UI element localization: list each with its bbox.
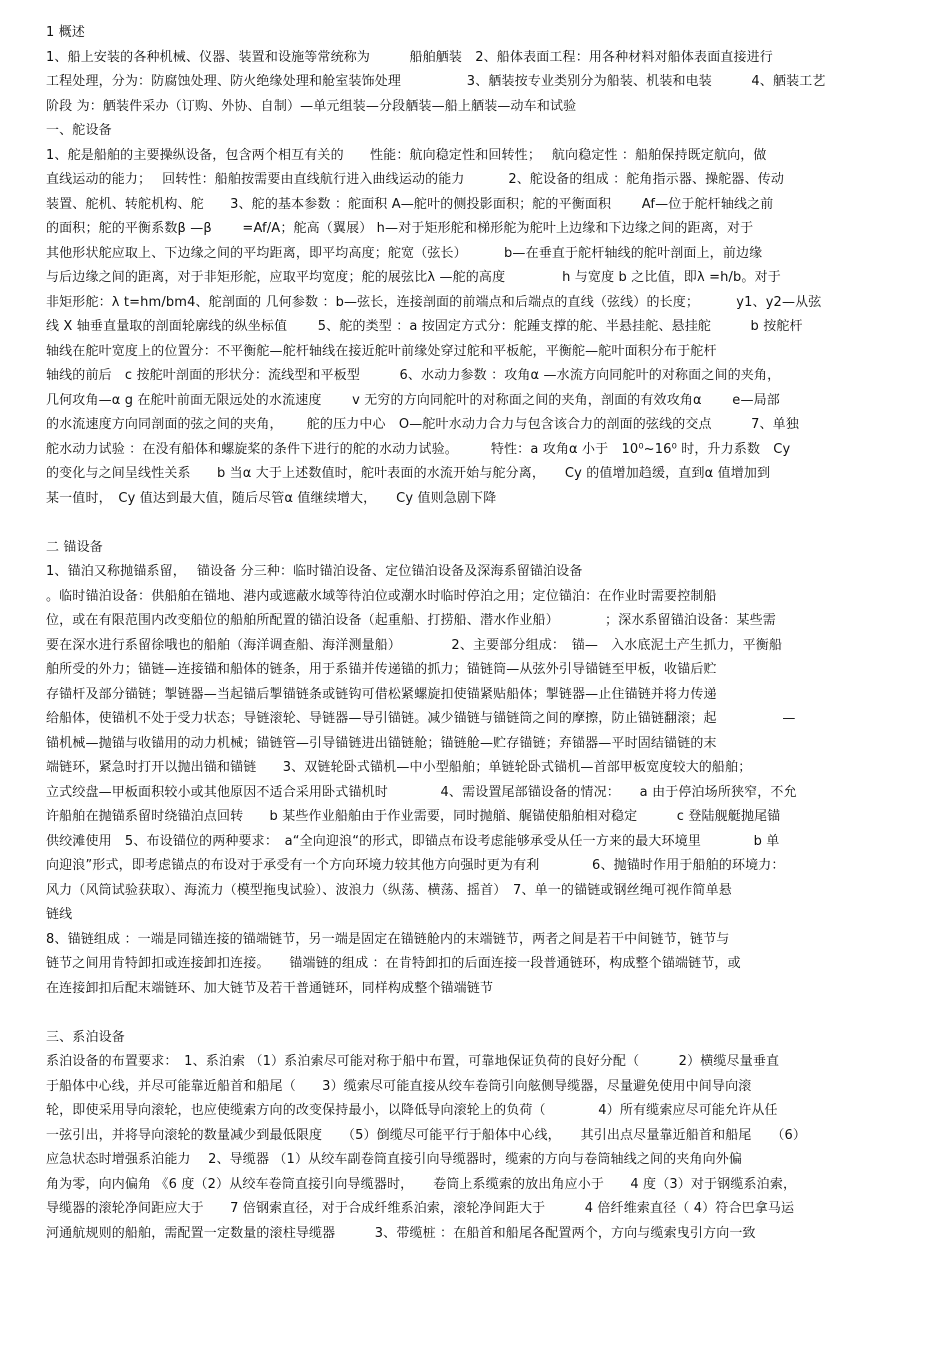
paragraph-line: 的面积；舵的平衡系数β —β =Af/A；舵高（翼展） h—对于矩形舵和梯形舵为舵叶上边缘和下边缘之间的距离，对于 (46, 221, 754, 236)
paragraph-line: 导缆器的滚轮净间距应大于 7 倍钢索直径，对于合成纤维系泊索，滚轮净间距大于 4 倍纤维索直径（ 4）符合巴拿马运 (46, 1201, 795, 1216)
paragraph-line: 1、锚泊又称抛锚系留， 锚设备 分三种：临时锚泊设备、定位锚泊设备及深海系留锚泊设备 (46, 564, 583, 579)
paragraph-line: 与后边缘之间的距离，对于非矩形舵，应取平均宽度；舵的展弦比λ —舵的高度 h 与宽度 b 之比值，即λ =h/b。对于 (46, 270, 781, 285)
section-heading: 二 锚设备 (46, 539, 103, 555)
paragraph-line: 8、锚链组成 ：一端是同锚连接的锚端链节，另一端是固定在锚链舱内的末端链节，两者之间是若干中间链节，链节与 (46, 931, 730, 947)
paragraph-line: 的变化与之间呈线性关系 b 当α 大于上述数值时，舵叶表面的水流开始与舵分离， Cy 的值增加趋缓，直到α 值增加到 (46, 466, 771, 481)
paragraph-line: 立式绞盘—甲板面积较小或其他原因不适合采用卧式锚机时 4、需设置尾部锚设备的情况： a 由于停泊场所狭窄，不允 (46, 784, 797, 800)
section-heading: 1 概述 (46, 25, 86, 40)
paragraph-line: 舶所受的外力；锚链—连接锚和船体的链条，用于系锚并传递锚的抓力；锚链筒—从弦外引导锚链至甲板，收锚后贮 (46, 662, 717, 677)
paragraph-line: 链线 (46, 907, 73, 922)
paragraph-line: 装置、舵机、转舵机构、舵 3、舵的基本参数 ：舵面积 A—舵叶的侧投影面积；舵的平衡面积 Af—位于舵杆轴线之前 (46, 196, 774, 212)
section-spacer (46, 1001, 910, 1026)
section-heading: 三、系泊设备 (46, 1029, 125, 1045)
paragraph-line: 轴线的前后 c 按舵叶剖面的形状分：流线型和平板型 6、水动力参数 ：攻角α —水流方向同舵叶的对称面之间的夹角， (46, 368, 781, 383)
paragraph-line: 在连接卸扣后配末端链环、加大链节及若干普通链环，同样构成整个锚端链节 (46, 980, 494, 996)
paragraph-line: 风力（风筒试验获取）、海流力（模型拖曳试验）、波浪力（纵荡、横荡、摇首） 7、单一的锚链或钢丝绳可视作简单悬 (46, 882, 732, 898)
paragraph-line: 阶段 为：舾装件采办（订购、外协、自制）—单元组装—分段舾装—船上舾装—动车和试验 (46, 98, 577, 114)
paragraph-line: 非矩形舵：λ t=hm/bm4、舵剖面的 几何参数 ：b—弦长，连接剖面的前端点和后端点的直线（弦线）的长度； y1、y2—从弦 (46, 294, 822, 310)
paragraph-line: 的水流速度方向同剖面的弦之间的夹角， 舵的压力中心 O—舵叶水动力合力与包含该合力的剖面的弦线的交点 7、单独 (46, 417, 799, 432)
paragraph-line: 端链环，紧急时打开以抛出锚和锚链 3、双链轮卧式锚机—中小型船舶；单链轮卧式锚机—首部甲板宽度较大的船舶； (46, 760, 752, 775)
paragraph-line: 河通航规则的船舶，需配置一定数量的滚柱导缆器 3、带缆桩 ：在船首和船尾各配置两个，方向与缆索曳引方向一致 (46, 1225, 756, 1241)
paragraph-line: 于船体中心线，并尽可能靠近船首和船尾（ 3）缆索尽可能直接从绞车卷筒引向舷侧导缆器，尽量避免使用中间导向滚 (46, 1078, 752, 1094)
paragraph-line: 舵水动力试验 ：在没有船体和螺旋桨的条件下进行的舵的水动力试验。 特性：a 攻角α 小于 10⁰~16⁰ 时，升力系数 Cy (46, 441, 791, 457)
paragraph-line: 链节之间用肯特卸扣或连接卸扣连接。 锚端链的组成 ：在肯特卸扣的后面连接一段普通链环，构成整个锚端链节，或 (46, 956, 741, 971)
paragraph-line: 直线运动的能力； 回转性：船舶按需要由直线航行进入曲线运动的能力 2、舵设备的组成 ：舵角指示器、操舵器、传动 (46, 172, 785, 187)
paragraph-line: 要在深水进行系留徐哦也的船舶（海洋调查船、海洋测量船） 2、主要部分组成： 锚— 入水底泥土产生抓力，平衡船 (46, 637, 783, 653)
paragraph-line: 。临时锚泊设备：供船舶在锚地、港内或遮蔽水域等待泊位或潮水时临时停泊之用；定位锚泊：在作业时需要控制船 (46, 588, 717, 604)
section-anchor (46, 536, 910, 1002)
paragraph-line: 线 X 轴垂直量取的剖面轮廓线的纵坐标值 5、舵的类型 ：a 按固定方式分：舵踵支撑的舵、半悬挂舵、悬挂舵 b 按舵杆 (46, 319, 803, 334)
paragraph-line: 应急状态时增强系泊能力 2、导缆器 （1）从绞车副卷筒直接引向导缆器时，缆索的方向与卷筒轴线之间的夹角向外偏 (46, 1152, 743, 1167)
paragraph-line: 供绞滩使用 5、布设锚位的两种要求： a“全向迎浪“的形式，即锚点布设考虑能够承受从任一方来的最大环境里 b 单 (46, 833, 780, 849)
section-overview (46, 21, 910, 119)
paragraph-line: 一弦引出，并将导向滚轮的数量减少到最低限度 （5）倒缆尽可能平行于船体中心线， 其引出点尽量靠近船首和船尾 （6） (46, 1127, 807, 1143)
paragraph-line: 工程处理，分为：防腐蚀处理、防火绝缘处理和舱室装饰处理 3、舾装按专业类别分为船装、机装和电装 4、舾装工艺 (46, 74, 826, 89)
paragraph-line: 许船舶在抛锚系留时绕锚泊点回转 b 某些作业船舶由于作业需要，同时抛艏、艉锚使船舶相对稳定 c 登陆舰艇抛尾锚 (46, 809, 781, 824)
paragraph-line: 向迎浪”形式，即考虑锚点的布设对于承受有一个方向环境力较其他方向强时更为有利 6、抛锚时作用于船舶的环境力： (46, 858, 785, 873)
paragraph-line: 1、舵是船舶的主要操纵设备，包含两个相互有关的 性能：航向稳定性和回转性； 航向稳定性 ：船舶保持既定航向，做 (46, 147, 767, 163)
paragraph-line: 轮，即使采用导向滚轮，也应使缆索方向的改变保持最小，以降低导向滚轮上的负荷（ 4）所有缆索应尽可能允许从任 (46, 1103, 778, 1118)
paragraph-line: 给船体，使锚机不处于受力状态；导链滚轮、导链器—导引锚链。减少锚链与锚链筒之间的摩擦，防止锚链翻滚；起 — (46, 711, 796, 726)
section-rudder (46, 119, 910, 511)
paragraph-line: 轴线在舵叶宽度上的位置分：不平衡舵—舵杆轴线在接近舵叶前缘处穿过舵和平板舵，平衡舵—舵叶面积分布于舵杆 (46, 343, 717, 359)
section-mooring (46, 1026, 910, 1247)
paragraph-line: 1、船上安装的各种机械、仪器、装置和设施等常统称为 船舶舾装 2、船体表面工程：用各种材料对船体表面直接进行 (46, 49, 773, 65)
paragraph-line: 几何攻角—α g 在舵叶前面无限远处的水流速度 v 无穷的方向同舵叶的对称面之间的夹角，剖面的有效攻角α e—局部 (46, 392, 780, 408)
section-heading: 一、舵设备 (46, 123, 112, 138)
paragraph-line: 某一值时， Cy 值达到最大值，随后尽管α 值继续增大， Cy 值则急剧下降 (46, 490, 497, 506)
paragraph-line: 系泊设备的布置要求： 1、系泊索 （1）系泊索尽可能对称于船中布置，可靠地保证负荷的良好分配（ 2）横缆尽量垂直 (46, 1054, 780, 1069)
paragraph-line: 其他形状舵应取上、下边缘之间的平均距离，即平均高度；舵宽（弦长） b—在垂直于舵杆轴线的舵叶剖面上，前边缘 (46, 245, 763, 261)
paragraph-line: 位，或在有限范围内改变船位的船舶所配置的锚泊设备（起重船、打捞船、潜水作业船） ；深水系留锚泊设备：某些需 (46, 613, 776, 628)
paragraph-line: 锚机械—抛锚与收锚用的动力机械；锚链管—引导锚链进出锚链舱；锚链舱—贮存锚链；弃锚器—平时固结锚链的末 (46, 735, 717, 751)
section-spacer (46, 511, 910, 536)
paragraph-line: 角为零，向内偏角 《6 度（2）从绞车卷筒直接引向导缆器时， 卷筒上系缆索的放出角应小于 4 度（3）对于钢缆系泊索， (46, 1176, 797, 1192)
paragraph-line: 存锚杆及部分锚链；掣链器—当起锚后掣锚链条或链钩可借松紧螺旋扣使锚紧贴船体；掣链器—止住锚链并将力传递 (46, 686, 717, 702)
